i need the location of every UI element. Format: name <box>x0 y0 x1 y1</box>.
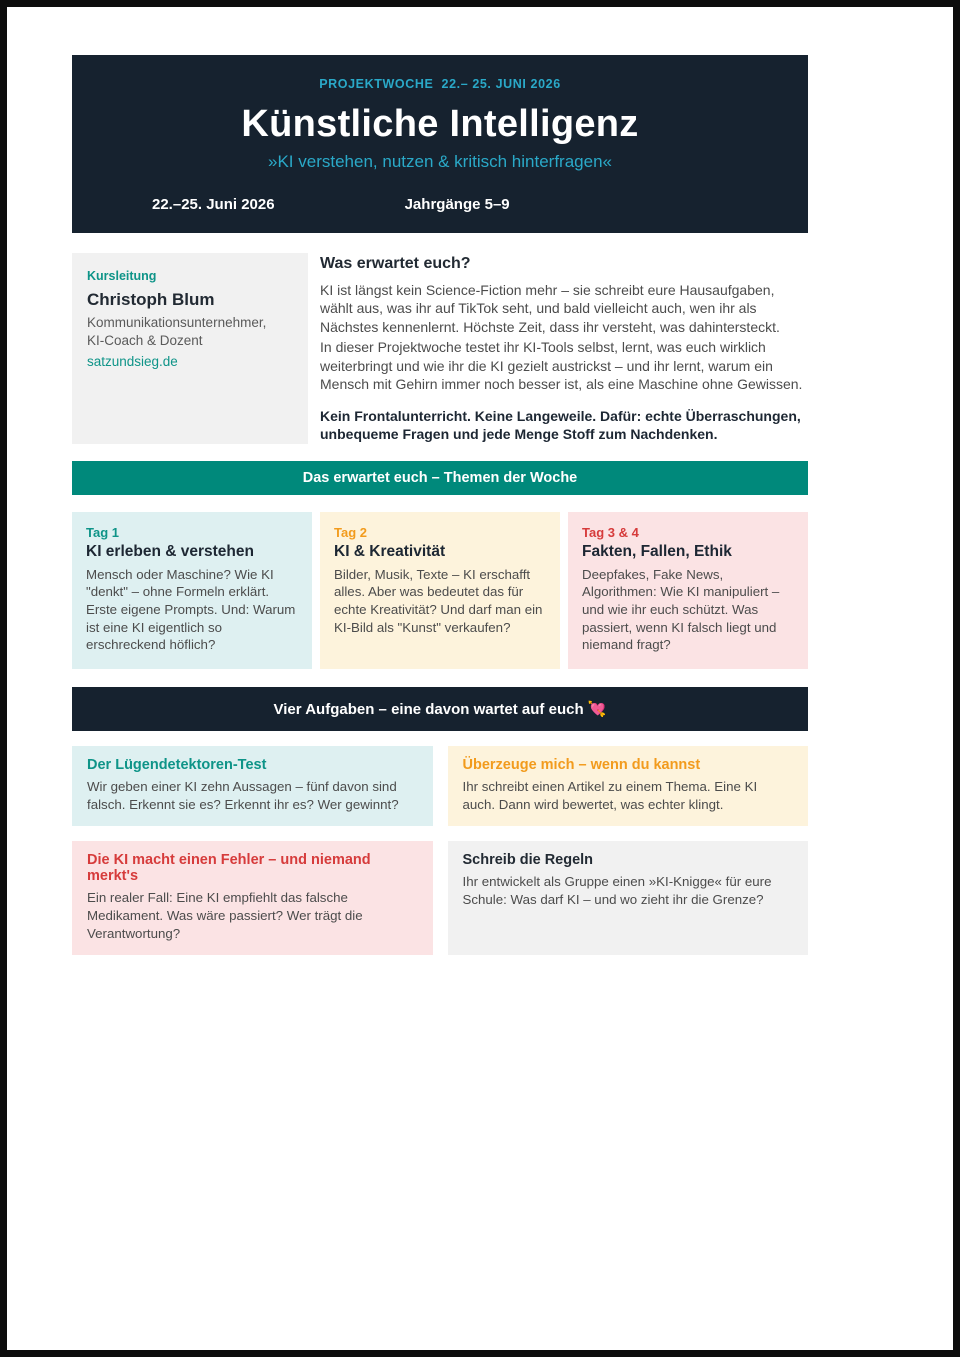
hero-meta-row <box>72 196 808 213</box>
theme-card-tag3-4 <box>568 512 808 669</box>
intro-paragraph-1: KI ist längst kein Science-Fiction mehr – sie schreibt eure Hausaufgaben, wählt aus, was ihr auf TikTok seht, und bald vielleicht auch, wen ihr als Nächstes kennenlernt. Höchste Zeit, dass ihr versteht, was dahintersteckt. <box>320 282 780 335</box>
task-title: Schreib die Regeln <box>462 852 594 869</box>
theme-text: Bilder, Musik, Texte – KI erschafft alles. Aber was bedeutet das für echte Kreativität? Und darf man ein KI-Bild als "Kunst" verkaufen? <box>334 566 543 635</box>
task-text: Ein realer Fall: Eine KI empfiehlt das falsche Medikament. Was wäre passiert? Wer trägt die Verantwortung? <box>87 890 363 941</box>
task-card-ki-fehler <box>72 841 433 955</box>
flyer-content <box>72 55 808 955</box>
task-title: Die KI macht einen Fehler – und niemand merkt's <box>87 852 371 885</box>
theme-title: KI erleben & verstehen <box>86 542 254 560</box>
task-title: Überzeuge mich – wenn du kannst <box>462 757 701 774</box>
theme-card-tag2 <box>320 512 560 669</box>
themes-banner: Das erwartet euch – Themen der Woche <box>72 461 808 495</box>
instructor-role-line2: KI-Coach & Dozent <box>87 333 203 349</box>
instructor-role-line1: Kommunikationsunternehmer, <box>87 315 267 330</box>
hero-subtitle: »KI verstehen, nutzen & kritisch hinterfragen« <box>268 152 612 171</box>
task-cards-grid <box>72 746 808 955</box>
intro-paragraph-2: In dieser Projektwoche testet ihr KI-Tools selbst, lernt, was euch wirklich weiterbringt und wie ihr die KI gezielt austrickst – und ihr lernt, warum ein Mensch mit Gehirn immer noch besser ist, als eine Maschine ohne Gewissen. <box>320 339 803 393</box>
theme-day-label: Tag 2 <box>334 524 367 540</box>
theme-text: Deepfakes, Fake News, Algorithmen: Wie KI manipuliert – und wie ihr euch schützt. Was passiert, wenn KI falsch liegt und niemand fragt? <box>582 566 780 653</box>
intro-text-column <box>320 253 808 444</box>
task-text: Ihr entwickelt als Gruppe einen »KI-Knigge« für eure Schule: Was darf KI – und wo zieht ihr die Grenze? <box>462 874 772 908</box>
task-text: Wir geben einer KI zehn Aussagen – fünf davon sind falsch. Erkennt sie es? Erkennt ihr es? Wer gewinnt? <box>87 779 399 812</box>
task-card-luegendetektor <box>72 746 433 826</box>
intro-paragraph-bold: Kein Frontalunterricht. Keine Langeweile. Dafür: echte Überraschungen, unbequeme Fragen und jede Menge Stoff zum Nachdenken. <box>320 407 801 443</box>
task-card-ueberzeuge-mich <box>448 746 809 826</box>
theme-text: Mensch oder Maschine? Wie KI "denkt" – ohne Formeln erklärt. Erste eigene Prompts. Und: Warum ist eine KI eigentlich so erschreckend höflich? <box>86 566 296 653</box>
hero-eyebrow: PROJEKTWOCHE 22.– 25. JUNI 2026 <box>319 77 561 91</box>
grade-levels: Jahrgänge 5–9 <box>404 196 510 213</box>
task-card-schreib-regeln <box>448 841 809 955</box>
theme-card-tag1 <box>72 512 312 669</box>
instructor-box <box>72 253 308 444</box>
theme-day-label: Tag 3 & 4 <box>582 524 639 540</box>
instructor-name: Christoph Blum <box>87 290 215 309</box>
theme-day-label: Tag 1 <box>86 524 119 540</box>
task-text: Ihr schreibt einen Artikel zu einem Thema. Eine KI auch. Dann wird bewertet, was echter klingt. <box>462 779 758 812</box>
instructor-website-link[interactable]: satzundsieg.de <box>87 354 178 370</box>
intro-heading: Was erwartet euch? <box>320 255 471 272</box>
theme-title: KI & Kreativität <box>334 542 446 560</box>
task-title: Der Lügendetektoren-Test <box>87 757 267 774</box>
instructor-label: Kursleitung <box>87 269 157 283</box>
theme-title: Fakten, Fallen, Ethik <box>582 542 732 560</box>
hero-header <box>72 55 808 233</box>
date-range: 22.–25. Juni 2026 <box>152 196 275 213</box>
intro-section <box>72 253 808 444</box>
page-title: Künstliche Intelligenz <box>241 103 639 145</box>
tasks-banner: Vier Aufgaben – eine davon wartet auf euch 💘 <box>72 687 808 731</box>
theme-cards-row <box>72 512 808 669</box>
